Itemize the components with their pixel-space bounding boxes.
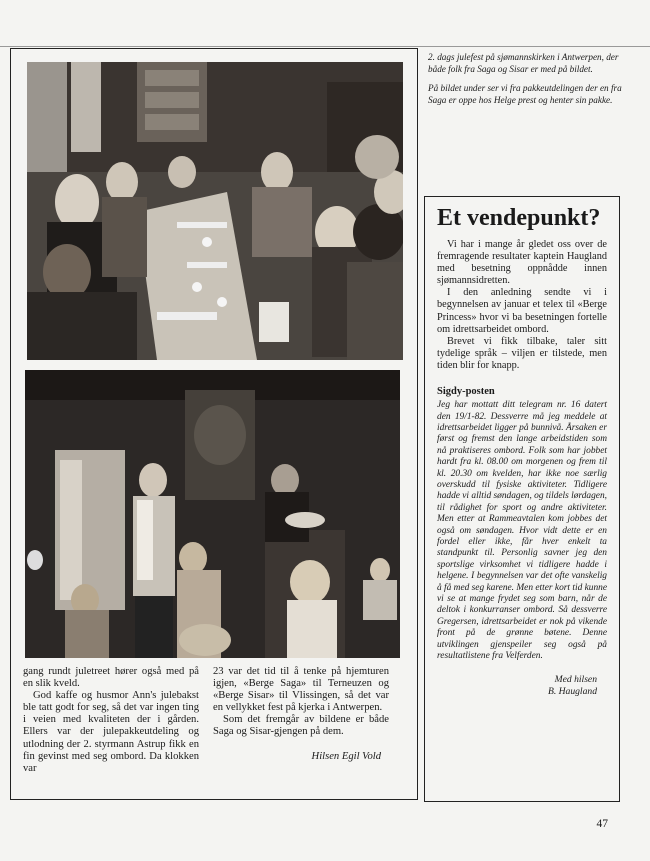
- article-column-left: [23, 666, 199, 775]
- sidebar-paragraph: I den anledning sendte vi i begynnelsen av januar et telex til «Berge Princess» hvor vi ba besetningen fortelle om idrettsarbeidet ombord.: [437, 287, 607, 335]
- article-paragraph: gang rundt juletreet hører også med på en slik kveld.: [23, 666, 199, 690]
- article-signature: Hilsen Egil Vold: [311, 750, 381, 762]
- sidebar-letter: Jeg har mottatt ditt telegram nr. 16 datert den 19/1-82. Dessverre må jeg meddele at idrettsarbeidet ligger på bunnivå. Årsaken er først og fremst den lange arbeidstiden som nå praktiseres ombord. Folk som har jobbet hardt fra kl. 08.00 om morgenen og frem til kl. 20.30 om kvelden, har ikke noe særlig overskudd til fysiske aktiviteter. Tidligere hadde vi alltid søndagen, og tildels lørdagen, til rådighet for sport og andre aktiviteter. Men etter at Rammeavtalen kom jobbes det også om søndagen. Hvor vidt dette er en fordel eller ikke, får hver enkelt ta standpunkt til. Personlig savner jeg den sportslige virksomhet vi tidligere hadde i helgene. I begynnelsen var det ofte vanskelig å få med seg karene. Men etter kort tid kunne vi se at mange frydet seg som barn, når de deltok i konkurranser ombord. Så dessverre Gregersen, idrettsarbeidet er nok på vikende front på de grønne bøtene. Denne utviklingen gjenspeiler seg også på resultatlistene fra Velferden.: [437, 400, 607, 662]
- sidebar-paragraph: Brevet vi fikk tilbake, taler sitt tydelige språk – viljen er tilstede, men tiden blir for knapp.: [437, 335, 607, 371]
- sidebar-signoff: [437, 674, 607, 698]
- sidebar-body: [437, 239, 607, 698]
- photo-gifts-illustration: [25, 370, 400, 658]
- article-paragraph: 23 var det tid til å tenke på hjemturen igjen, «Berge Saga» til Terneuzen og «Berge Sisar» til Vlissingen, så det var en vellykket fest på kjerka i Antwerpen.: [213, 666, 389, 714]
- article-paragraph: God kaffe og husmor Ann's julebakst ble tatt godt for seg, så det var ingen ting i veien med kvaliteten der i gården. Ellers var der julepakkeutdeling og utlodning der 2. styrmann Astrup fikk en fin gevinst med seg ombord. Da klokken var: [23, 690, 199, 774]
- photo-gift-distribution: [25, 370, 400, 658]
- sidebar-box: [424, 196, 620, 802]
- caption-bottom-photo: På bildet under ser vi fra pakkeutdelingen der en fra Saga er oppe hos Helge prest og henter sin pakke.: [428, 83, 622, 105]
- top-rule: [0, 46, 650, 47]
- signoff-greeting: Med hilsen: [554, 674, 597, 686]
- photo-tables-illustration: [27, 62, 403, 360]
- signoff-name: B. Haugland: [547, 686, 597, 698]
- article-paragraph: Som det fremgår av bildene er både Saga og Sisar-gjengen på dem.: [213, 714, 389, 738]
- sidebar-title: Et vendepunkt?: [437, 205, 601, 231]
- photo-captions: [428, 52, 628, 114]
- sidebar-paragraph: Vi har i mange år gledet oss over de fremragende resultater kaptein Haugland med besetning oppnådde innen sjømannsidretten.: [437, 239, 607, 287]
- sidebar-subheading: Sigdy-posten: [437, 386, 495, 398]
- page-number: 47: [596, 818, 608, 830]
- article-column-right: [213, 666, 389, 763]
- caption-top-photo: 2. dags julefest på sjømannskirken i Antwerpen, der både folk fra Saga og Sisar er med på bildet.: [428, 52, 619, 74]
- photo-christmas-party-tables: [27, 62, 403, 360]
